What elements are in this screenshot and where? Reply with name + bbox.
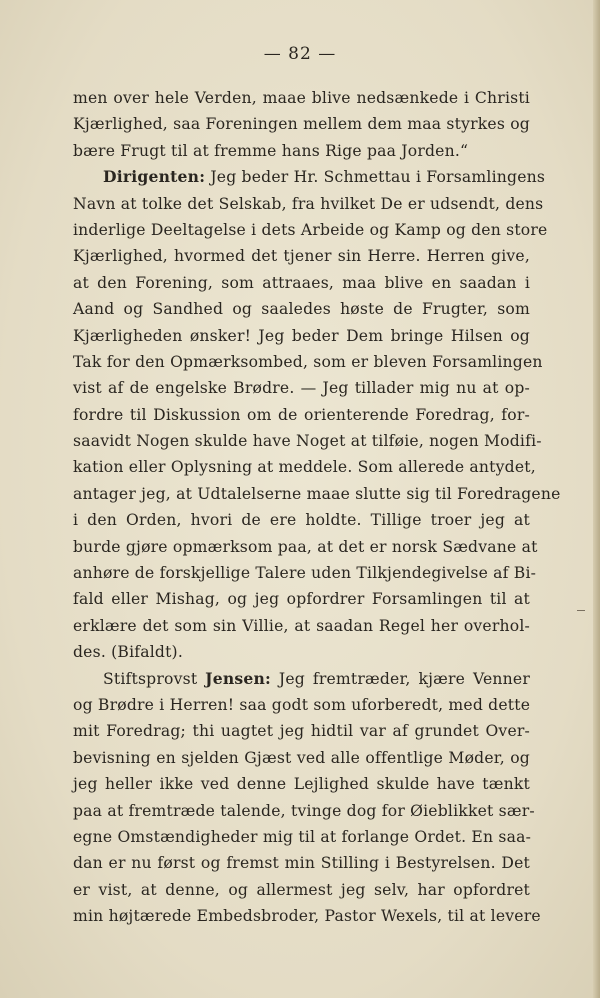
speaker-title: Stiftsprovst [103,669,206,688]
text-line: fordre til Diskussion om de orienterende Foredrag, for- [73,405,530,424]
text-line: i den Orden, hvori de ere holdte. Tillige troer jeg at [73,511,530,530]
text-line: og Brødre i Herren! saa godt som uforberedt, med dette [73,695,531,714]
speaker-text: Jeg beder Hr. Schmettau i Forsamlingens [210,168,546,187]
text-line: paa at fremtræde talende, tvinge dog for Øieblikket sær- [73,801,535,820]
text-line: erklære det som sin Villie, at saadan Regel her overhol- [73,616,530,635]
text-line: fald eller Mishag, og jeg opfordrer Forsamlingen til at [73,590,530,609]
text-line: Kjærlighed, hvormed det tjener sin Herre. Herren give, [73,247,530,266]
text-line: bevisning en sjelden Gjæst ved alle offentlige Møder, og [73,748,530,767]
text-line-speaker [73,164,546,190]
text-line: inderlige Deeltagelse i dets Arbeide og Kamp og den store [73,220,548,239]
text-line: min højtærede Embedsbroder, Pastor Wexels, til at levere [73,907,541,926]
text-line: Navn at tolke det Selskab, fra hvilket De er udsendt, dens [73,194,544,213]
speaker-name: Jensen: [205,668,272,688]
speaker-text: Jeg fremtræder, kjære Venner [278,669,530,688]
text-line: antager jeg, at Udtalelserne maae slutte sig til Foredragene [73,484,561,503]
text-line-speaker [73,666,530,692]
text-line: Kjærligheden ønsker! Jeg beder Dem bringe Hilsen og [73,326,530,345]
text-line: Aand og Sandhed og saaledes høste de Frugter, som [73,300,530,319]
text-line: kation eller Oplysning at meddele. Som allerede antydet, [73,458,536,477]
margin-mark [577,610,585,611]
text-line: at den Forening, som attraaes, maa blive en saadan i [73,273,530,292]
page-number: — 82 — [263,44,337,64]
text-line: Tak for den Opmærksombed, som er bleven Forsamlingen [73,352,543,371]
text-line: dan er nu først og fremst min Stilling i Bestyrelsen. Det [73,854,530,873]
text-line: men over hele Verden, maae blive nedsænkede i Christi [73,89,530,107]
text-line: mit Foredrag; thi uagtet jeg hidtil var af grundet Over- [73,722,530,741]
body-text [73,85,561,930]
text-line: burde gjøre opmærksom paa, at det er norsk Sædvane at [73,537,538,556]
text-line: bære Frugt til at fremme hans Rige paa Jorden.“ [73,141,469,160]
text-line: er vist, at denne, og allermest jeg selv, har opfordret [73,880,530,899]
text-line: jeg heller ikke ved denne Lejlighed skulde have tænkt [73,775,530,794]
text-line: des. (Bifaldt). [73,643,184,662]
text-line: vist af de engelske Brødre. — Jeg tillader mig nu at op- [73,379,530,398]
text-line: saavidt Nogen skulde have Noget at tilføie, nogen Modifi- [73,432,542,451]
text-line: egne Omstændigheder mig til at forlange Ordet. En saa- [73,827,532,846]
page-edge [593,0,600,998]
text-line: anhøre de forskjellige Talere uden Tilkjendegivelse af Bi- [73,564,537,583]
speaker-name: Dirigenten: [103,167,206,187]
text-line: Kjærlighed, saa Foreningen mellem dem maa styrkes og [73,115,530,134]
